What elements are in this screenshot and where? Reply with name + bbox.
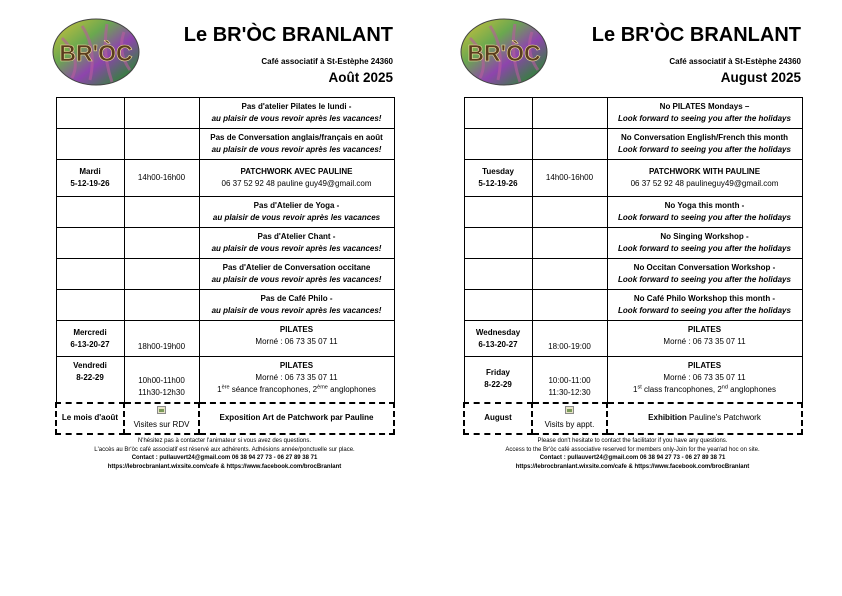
activity-note: au plaisir de vous revoir après les vacances! xyxy=(211,244,382,253)
activity-title: Pas d'Atelier Chant - xyxy=(257,232,336,241)
session-info: 1st class francophones, 2nd anglophones xyxy=(633,384,776,394)
contact-info: 06 37 52 92 48 pauline guy49@gmail.com xyxy=(221,179,372,188)
visits-label: Visites sur RDV xyxy=(133,419,190,429)
footer-links: https://lebrocbranlant.wixsite.com/cafe & https://www.facebook.com/brocBranlant xyxy=(107,463,342,470)
flyer-english xyxy=(460,0,805,596)
activity-title: No Singing Workshop - xyxy=(660,232,749,241)
activity-title: Pas d'Atelier de Yoga - xyxy=(253,201,340,210)
schedule-table xyxy=(463,97,803,435)
table-row xyxy=(56,357,394,403)
dates-label: 8-22-29 xyxy=(76,373,104,382)
activity-title: PATCHWORK AVEC PAULINE xyxy=(240,167,353,176)
table-row xyxy=(464,228,802,259)
contact-info: Morné : 06 73 35 07 11 xyxy=(255,373,338,382)
contact-info: Morné : 06 73 35 07 11 xyxy=(663,373,746,382)
contact-info: 06 37 52 92 48 paulineguy49@gmail.com xyxy=(630,179,779,188)
flyer-french xyxy=(52,0,397,596)
contact-info: Morné : 06 73 35 07 11 xyxy=(255,337,338,346)
page-title: Le BR'ÒC BRANLANT xyxy=(591,24,801,46)
table-row xyxy=(56,228,394,259)
activity-note: au plaisir de vous revoir après les vacances! xyxy=(211,114,382,123)
time-label: 14h00-16h00 xyxy=(124,160,199,197)
activity-title: No Yoga this month - xyxy=(664,201,745,210)
footer-line: Access to the Br'òc café associative reserved for members only-Join for the year/ad hoc on site. xyxy=(505,446,760,453)
footer-line: N'hésitez pas à contacter l'animateur si vous avez des questions. xyxy=(137,438,312,444)
footer-contact: Contact : pullauvert24@gmail.com 06 38 94 27 73 - 06 27 89 38 71 xyxy=(131,455,318,461)
activity-note: Look forward to seeing you after the holidays xyxy=(618,114,791,123)
activity-note: Look forward to seeing you after the holidays xyxy=(618,275,791,284)
table-row xyxy=(464,197,802,228)
time-label: 18h00-19h00 xyxy=(124,321,199,357)
table-row xyxy=(56,98,394,129)
activity-title: No Conversation English/French this month xyxy=(620,133,789,142)
table-row xyxy=(56,197,394,228)
activity-title: Pas de Café Philo - xyxy=(260,294,333,303)
time-label: 11h30-12h30 xyxy=(138,387,185,397)
logo-text: BR'ÒC xyxy=(59,40,133,66)
activity-title: No Occitan Conversation Workshop - xyxy=(633,263,776,272)
brocbranlant-logo xyxy=(460,18,548,86)
footer-links: https://lebrocbranlant.wixsite.com/cafe & https://www.facebook.com/brocBranlant xyxy=(515,463,750,470)
visits-label: Visits by appt. xyxy=(544,419,595,429)
activity-title: PILATES xyxy=(687,361,722,370)
contact-info: Morné : 06 73 35 07 11 xyxy=(663,337,746,346)
activity-note: Look forward to seeing you after the holidays xyxy=(618,306,791,315)
dates-label: 6-13-20-27 xyxy=(70,339,110,349)
table-row xyxy=(464,259,802,290)
schedule-table xyxy=(55,97,395,435)
page-title: Le BR'ÒC BRANLANT xyxy=(183,24,393,46)
activity-title: Pas d'atelier Pilates le lundi - xyxy=(241,102,352,111)
table-row xyxy=(464,357,802,403)
day-label: Friday xyxy=(485,368,510,378)
footer-contact: Contact : pullauvert24@gmail.com 06 38 94 27 73 - 06 27 89 38 71 xyxy=(539,455,726,461)
page-subtitle: Café associatif à St-Estèphe 24360 xyxy=(669,57,801,66)
activity-note: Look forward to seeing you after the holidays xyxy=(618,213,791,222)
activity-note: au plaisir de vous revoir après les vacances! xyxy=(211,306,382,315)
month-label: August xyxy=(464,403,532,434)
day-label: Wednesday xyxy=(475,327,521,337)
time-label: 14h00-16h00 xyxy=(532,160,607,197)
activity-note: au plaisir de vous revoir après les vacances xyxy=(212,213,381,222)
page-subtitle: Café associatif à St-Estèphe 24360 xyxy=(261,57,393,66)
month-heading: Août 2025 xyxy=(328,70,393,85)
table-row xyxy=(464,403,802,434)
logo-text: BR'ÒC xyxy=(467,40,541,66)
dates-label: 5-12-19-26 xyxy=(478,179,518,188)
activity-note: au plaisir de vous revoir après les vacances! xyxy=(211,145,382,154)
footer xyxy=(460,437,805,471)
activity-title: PILATES xyxy=(279,325,314,334)
image-icon xyxy=(157,406,166,414)
activity-title: PILATES xyxy=(279,361,314,370)
activity-title: Pas d'Atelier de Conversation occitane xyxy=(222,263,371,272)
activity-note: Look forward to seeing you after the holidays xyxy=(618,145,791,154)
dates-label: 6-13-20-27 xyxy=(478,339,518,349)
exhibition-title: Exhibition xyxy=(648,413,687,422)
table-row xyxy=(56,290,394,321)
month-heading: August 2025 xyxy=(720,70,801,85)
brocbranlant-logo xyxy=(52,18,140,86)
activity-note: au plaisir de vous revoir après les vacances! xyxy=(211,275,382,284)
exhibition-detail: Pauline's Patchwork xyxy=(686,413,761,422)
table-row xyxy=(56,321,394,357)
table-row xyxy=(464,98,802,129)
activity-title: No Café Philo Workshop this month - xyxy=(633,294,776,303)
time-label: 18:00-19:00 xyxy=(532,321,607,357)
activity-title: No PILATES Mondays – xyxy=(659,102,750,111)
time-label: 10:00-11:00 xyxy=(548,375,591,385)
table-row xyxy=(56,259,394,290)
table-row xyxy=(56,403,394,434)
table-row xyxy=(56,129,394,160)
dates-label: 8-22-29 xyxy=(484,380,512,390)
day-label: Tuesday xyxy=(482,167,514,176)
session-info: 1ère séance francophones, 2ème anglophones xyxy=(217,384,376,394)
time-label: 10h00-11h00 xyxy=(138,375,185,385)
dates-label: 5-12-19-26 xyxy=(70,179,110,188)
footer-line: Please don't hesitate to contact the facilitator if you have any questions. xyxy=(537,438,728,444)
table-row xyxy=(464,290,802,321)
activity-title: PILATES xyxy=(687,325,722,334)
activity-title: Pas de Conversation anglais/français en août xyxy=(210,133,383,142)
activity-note: Look forward to seeing you after the holidays xyxy=(618,244,791,253)
day-label: Vendredi xyxy=(73,361,107,370)
image-icon xyxy=(565,406,574,414)
footer xyxy=(52,437,397,471)
day-label: Mercredi xyxy=(73,327,107,337)
table-row xyxy=(56,160,394,197)
table-row xyxy=(464,129,802,160)
exhibition-title: Exposition Art de Patchwork par Pauline xyxy=(219,413,374,422)
activity-title: PATCHWORK WITH PAULINE xyxy=(648,167,761,176)
day-label: Mardi xyxy=(79,167,101,176)
footer-line: L'accès au Br'òc café associatif est réservé aux adhérents. Adhésions année/ponctuelle sur place. xyxy=(94,446,355,453)
table-row xyxy=(464,160,802,197)
month-label: Le mois d'août xyxy=(56,403,124,434)
table-row xyxy=(464,321,802,357)
time-label: 11:30-12:30 xyxy=(548,387,591,397)
